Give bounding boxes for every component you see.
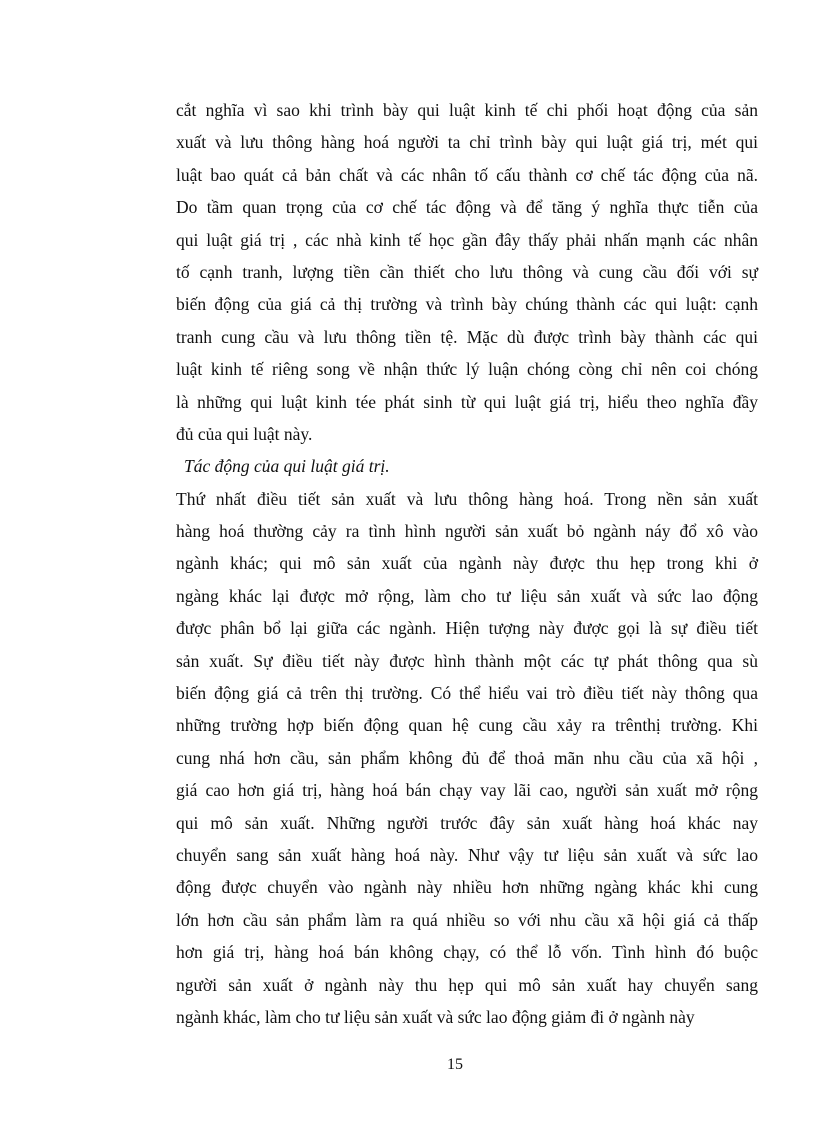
paragraph-1-line: cắt nghĩa vì sao khi trình bày qui luật kinh tế chi phối hoạt động của sản — [176, 100, 758, 120]
paragraph-1-line: luật bao quát cả bản chất và các nhân tố cấu thành cơ chế tác động của nã. — [176, 164, 758, 185]
page-number: 15 — [447, 1056, 463, 1073]
section-heading: Tác động của qui luật giá trị. — [184, 456, 390, 477]
paragraph-1-line: tranh cung cầu và lưu thông tiền tệ. Mặc dù được trình bày thành các qui — [176, 326, 758, 347]
paragraph-2-line: Thứ nhất điều tiết sản xuất và lưu thông hàng hoá. Trong nền sản xuất — [176, 488, 758, 509]
paragraph-1-line: xuất và lưu thông hàng hoá người ta chỉ trình bày qui luật giá trị, mét qui — [176, 132, 758, 153]
body-text — [176, 94, 758, 1033]
paragraph-1-line: qui luật giá trị , các nhà kinh tế học gần đây thấy phải nhấn mạnh các nhân — [176, 229, 758, 250]
paragraph-2-line: sản xuất. Sự điều tiết này được hình thành một các tự phát thông qua sù — [176, 650, 758, 671]
paragraph-1-line: đủ của qui luật này. — [176, 423, 313, 444]
paragraph-1-line: biến động của giá cả thị trường và trình bày chúng thành các qui luật: cạnh — [176, 294, 758, 315]
paragraph-2-line: hàng hoá thường cảy ra tình hình người sản xuất bỏ ngành náy đổ xô vào — [176, 521, 758, 542]
paragraph-2-line: động được chuyển vào ngành này nhiều hơn những ngàng khác khi cung — [176, 877, 758, 898]
paragraph-2-line: giá cao hơn giá trị, hàng hoá bán chạy vay lãi cao, người sản xuất mở rộng — [176, 780, 758, 801]
paragraph-2-line: biến động giá cả trên thị trường. Có thể hiểu vai trò điều tiết này thông qua — [176, 683, 758, 704]
paragraph-1-line: là những qui luật kinh tée phát sinh từ qui luật giá trị, hiểu theo nghĩa đầy — [176, 391, 758, 412]
paragraph-1-line: luật kinh tế riêng song về nhận thức lý luận chóng còng chỉ nên coi chóng — [176, 359, 758, 380]
paragraph-2-line: ngành khác, làm cho tư liệu sản xuất và sức lao động giảm đi ở ngành này — [176, 1006, 695, 1027]
paragraph-1-line: tố cạnh tranh, lượng tiền cần thiết cho lưu thông và cung cầu đối với sự — [176, 261, 758, 282]
paragraph-2-line: qui mô sản xuất. Những người trước đây sản xuất hàng hoá khác nay — [176, 812, 758, 833]
paragraph-2-line: chuyển sang sản xuất hàng hoá này. Như vậy tư liệu sản xuất và sức lao — [176, 844, 758, 865]
paragraph-2-line: hơn giá trị, hàng hoá bán không chạy, có thể lỗ vốn. Tình hình đó buộc — [176, 942, 758, 963]
paragraph-2-line: những trường hợp biến động quan hệ cung cầu xảy ra trênthị trường. Khi — [176, 715, 758, 736]
paragraph-2-line: ngành khác; qui mô sản xuất của ngành này được thu hẹp trong khi ở — [176, 553, 758, 574]
paragraph-2-line: cung nhá hơn cầu, sản phẩm không đủ để thoả mãn nhu cầu của xã hội , — [176, 747, 758, 768]
paragraph-2-line: người sản xuất ở ngành này thu hẹp qui mô sản xuất hay chuyển sang — [176, 974, 758, 995]
paragraph-2-line: ngàng khác lại được mở rộng, làm cho tư liệu sản xuất và sức lao động — [176, 585, 758, 606]
paragraph-1-line: Do tầm quan trọng của cơ chế tác động và để tăng ý nghĩa thực tiễn của — [176, 197, 758, 218]
paragraph-2-line: lớn hơn cầu sản phẩm làm ra quá nhiều so với nhu cầu xã hội giá cả thấp — [176, 909, 758, 930]
paragraph-2-line: được phân bổ lại giữa các ngành. Hiện tượng này được gọi là sự điều tiết — [176, 618, 758, 639]
